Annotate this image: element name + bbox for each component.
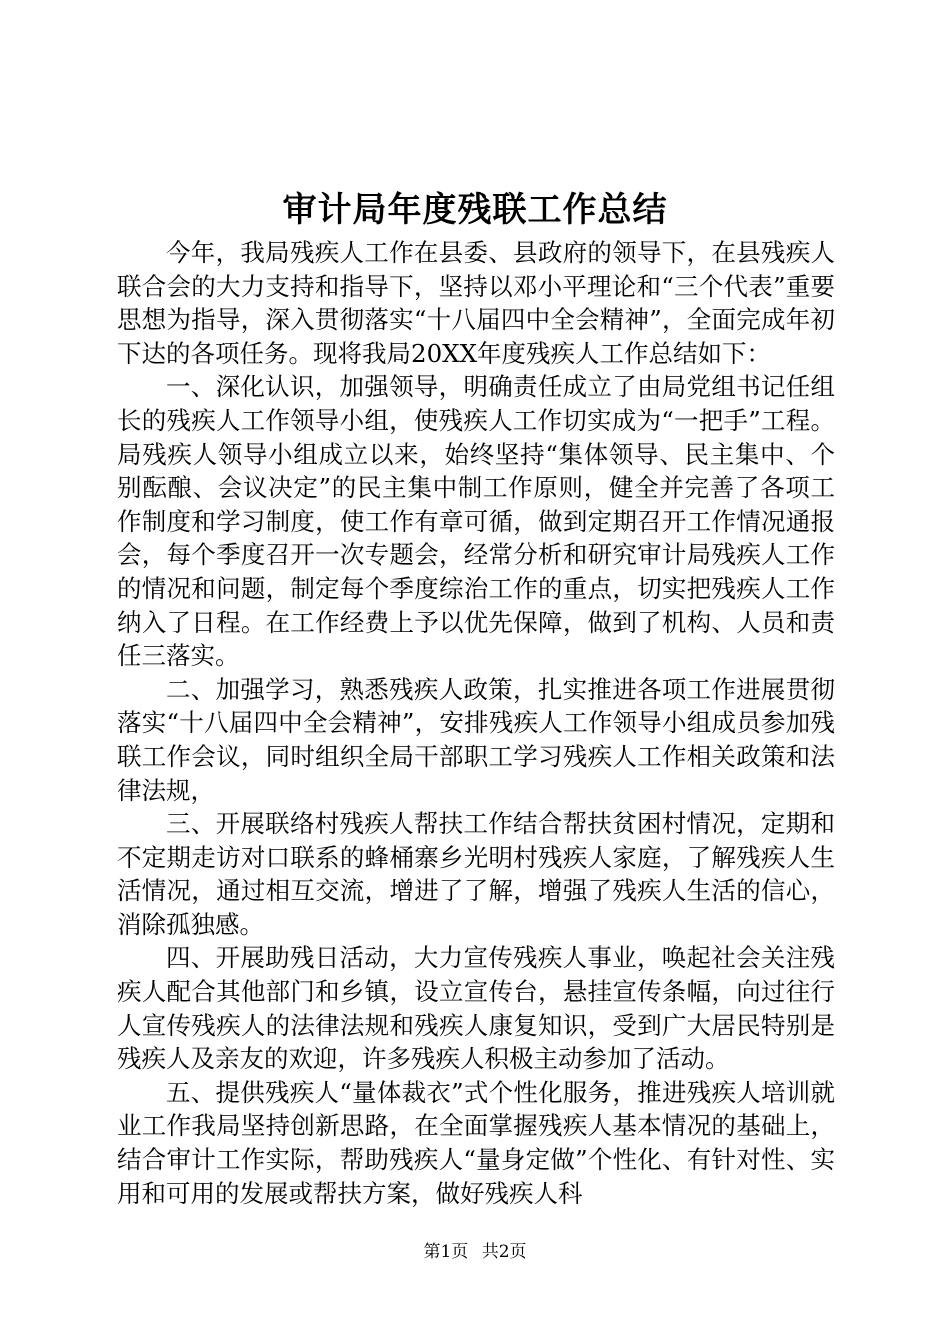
paragraph-section-3: 三、开展联络村残疾人帮扶工作结合帮扶贫困村情况，定期和不定期走访对口联系的蜂桶寨乡光明村残疾人家庭，了解残疾人生活情况，通过相互交流，增进了了解，增强了残疾人生活的信心，消除孤独感。 <box>117 809 835 939</box>
paragraph-intro: 今年，我局残疾人工作在县委、县政府的领导下，在县残疾人联合会的大力支持和指导下，坚持以邓小平理论和“三个代表”重要思想为指导，深入贯彻落实“十八届四中全会精神”，全面完成年初下达的各项任务。现将我局20XX年度残疾人工作总结如下： <box>117 238 835 368</box>
page-footer <box>0 1240 950 1264</box>
paragraph-section-4: 四、开展助残日活动，大力宣传残疾人事业，唤起社会关注残疾人配合其他部门和乡镇，设立宣传台，悬挂宣传条幅，向过往行人宣传残疾人的法律法规和残疾人康复知识，受到广大居民特别是残疾人及亲友的欢迎，许多残疾人积极主动参加了活动。 <box>117 943 835 1074</box>
document-body <box>117 236 835 1210</box>
page-number: 第1页 <box>423 1242 469 1262</box>
page-total: 共2页 <box>481 1242 527 1262</box>
paragraph-section-2: 二、加强学习，熟悉残疾人政策，扎实推进各项工作进展贯彻落实“十八届四中全会精神”，安排残疾人工作领导小组成员参加残联工作会议，同时组织全局干部职工学习残疾人工作相关政策和法律法规， <box>117 674 835 805</box>
paragraph-section-5: 五、提供残疾人“量体裁衣”式个性化服务，推进残疾人培训就业工作我局坚持创新思路，在全面掌握残疾人基本情况的基础上，结合审计工作实际，帮助残疾人“量身定做”个性化、有针对性、实用和可用的发展或帮扶方案，做好残疾人科 <box>117 1077 835 1208</box>
paragraph-section-1: 一、深化认识，加强领导，明确责任成立了由局党组书记任组长的残疾人工作领导小组，使残疾人工作切实成为“一把手”工程。局残疾人领导小组成立以来，始终坚持“集体领导、民主集中、个别酝酿、会议决定”的民主集中制工作原则，健全并完善了各项工作制度和学习制度，使工作有章可循，做到定期召开工作情况通报会，每个季度召开一次专题会，经常分析和研究审计局残疾人工作的情况和问题，制定每个季度综治工作的重点，切实把残疾人工作纳入了日程。在工作经费上予以优先保障，做到了机构、人员和责任三落实。 <box>117 372 835 671</box>
document-title: 审计局年度残联工作总结 <box>282 190 668 230</box>
